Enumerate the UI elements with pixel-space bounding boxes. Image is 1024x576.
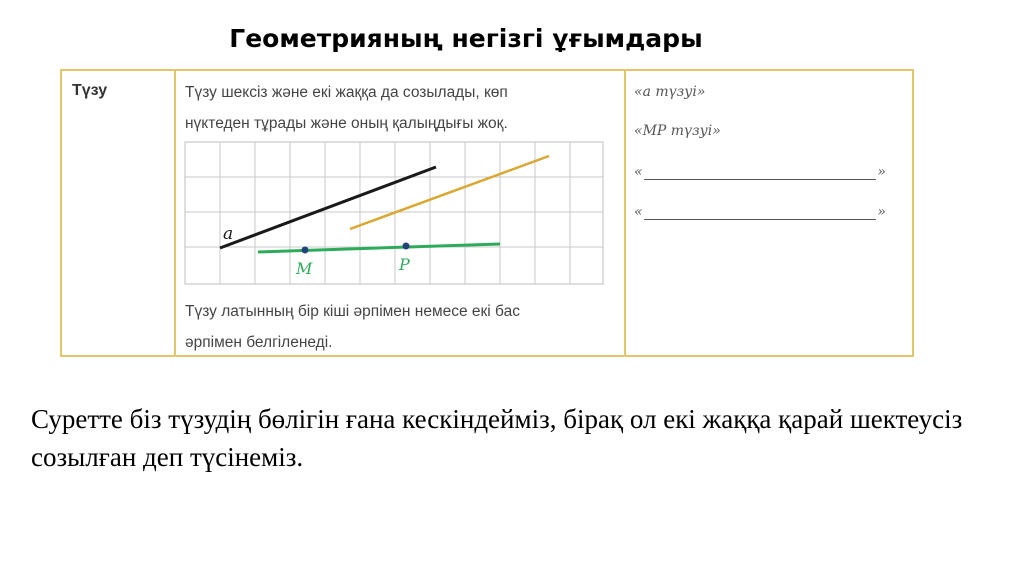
description-line: Түзу шексіз және екі жаққа да созылады, көп (185, 84, 508, 101)
notation-blank (634, 164, 886, 180)
close-quote: » (877, 204, 886, 220)
notation-mp-line: «MP түзуі» (634, 123, 721, 139)
description-line: әрпімен белгіленеді. (185, 334, 333, 351)
close-quote: » (877, 164, 886, 180)
description-top (185, 77, 615, 139)
point-p-label: P (399, 255, 410, 274)
description-line: нүктеден тұрады және оның қалыңдығы жоқ. (185, 115, 508, 132)
notation-blank (634, 204, 886, 220)
blank-line (644, 207, 877, 220)
point-p (403, 243, 410, 250)
caption-text: Суретте біз түзудің бөлігін ғана кескіндейміз, бірақ ол екі жаққа қарай шектеусіз созылған деп түсінеміз. (31, 404, 963, 472)
definition-table (60, 69, 914, 357)
line-figure (184, 141, 604, 285)
column-divider (174, 71, 176, 355)
column-divider (624, 71, 626, 355)
page-title: Геометрияның негізгі ұғымдары (229, 24, 703, 53)
notation-a-line: «a түзуі» (634, 84, 706, 100)
term-cell: Түзу (72, 82, 108, 99)
line-a-label: a (223, 224, 234, 244)
point-m-label: M (296, 259, 313, 278)
blank-line (644, 167, 877, 180)
description-bottom (185, 296, 615, 358)
point-m (302, 247, 309, 254)
description-line: Түзу латынның бір кіші әрпімен немесе екі бас (185, 303, 520, 320)
open-quote: « (634, 164, 643, 180)
open-quote: « (634, 204, 643, 220)
